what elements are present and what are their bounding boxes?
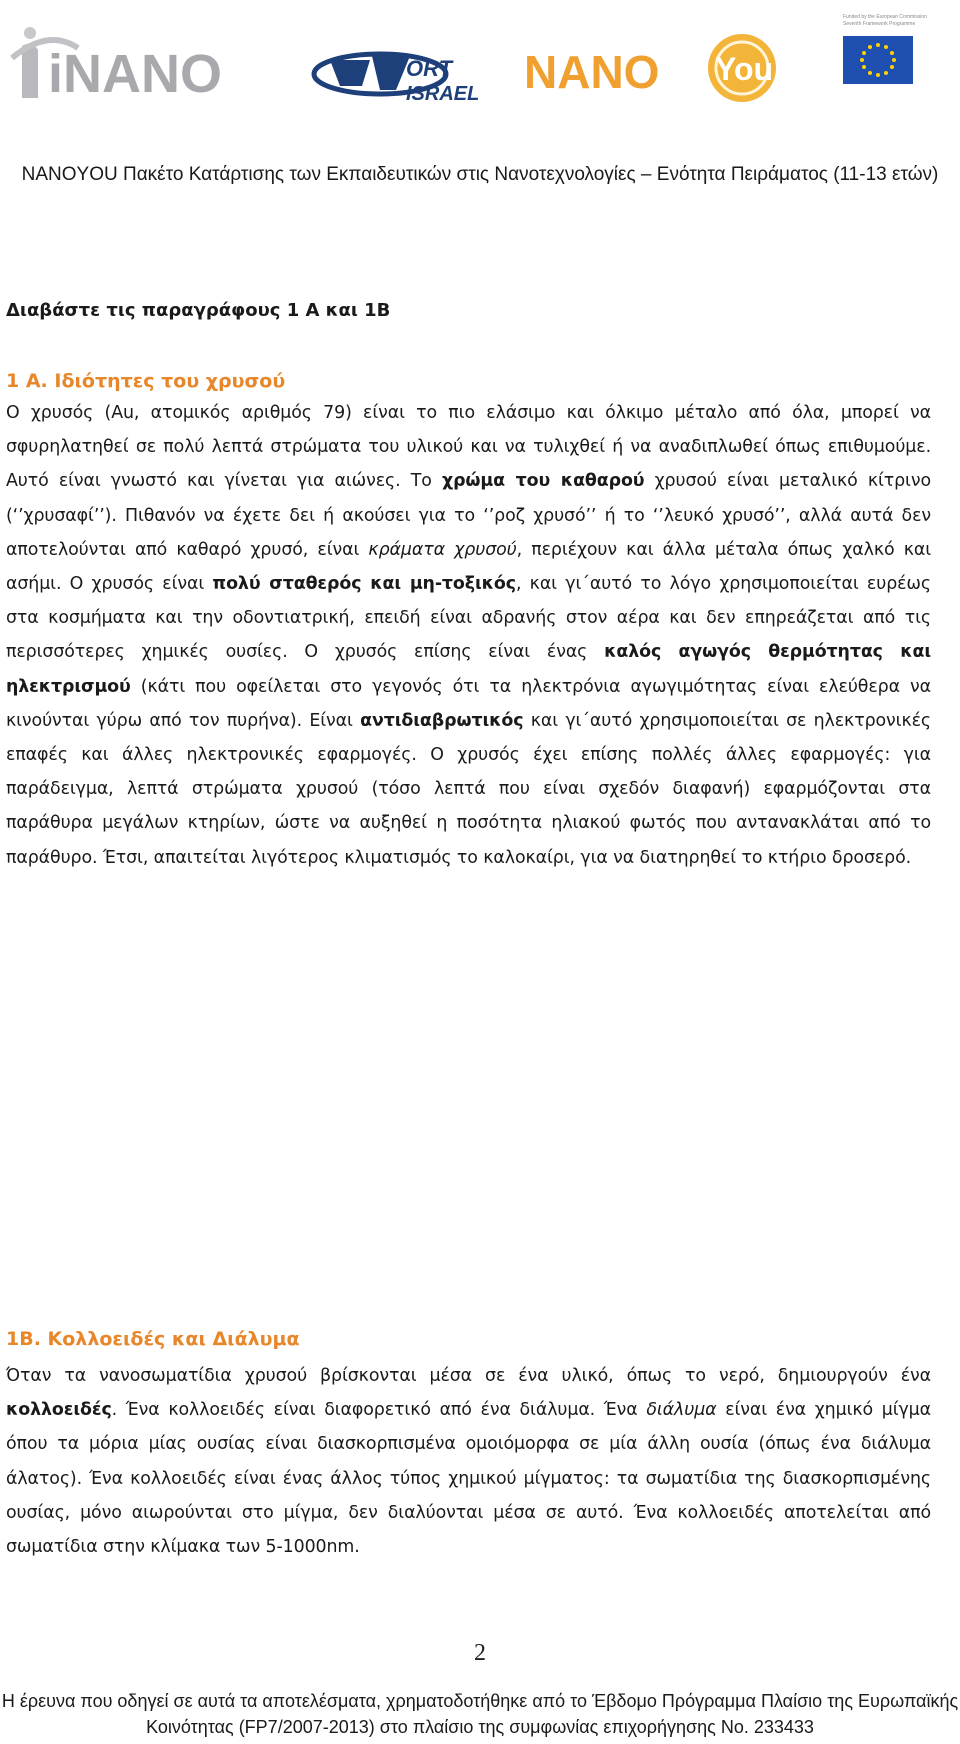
ort-israel-logo <box>310 38 510 108</box>
section-b-run: . Ένα κολλοειδές είναι διαφορετικό από ένα διάλυμα. Ένα <box>111 1400 647 1421</box>
section-a-run: (κάτι που οφείλεται στο γεγονός ότι τα ηλεκτρόνια αγωγιμότητας είναι ελεύθερα να κινούνται γύρω από τον πυρήνα). Είναι <box>6 676 931 731</box>
svg-text:ORT: ORT <box>406 56 453 81</box>
section-b-heading: 1Β. Κολλοειδές και Διάλυμα <box>6 1328 300 1350</box>
section-b-run: κολλοειδές <box>6 1400 112 1421</box>
section-b-run: διάλυμα <box>646 1400 717 1421</box>
page-number: 2 <box>474 1640 486 1666</box>
nanoyou-logo <box>520 30 810 110</box>
section-a-paragraph <box>6 396 931 875</box>
document-body <box>6 296 932 1558</box>
document-header-title: NANOYOU Πακέτο Κατάρτισης των Εκπαιδευτικών στις Νανοτεχνολογίες – Ενότητα Πειράματος (11-13 ετών) <box>21 164 939 185</box>
section-a-run: πολύ σταθερός και μη-τοξικός <box>212 574 516 595</box>
section-b-paragraph <box>6 1359 931 1564</box>
section-a-run: κράματα χρυσού <box>368 539 517 560</box>
section-a-run: καλός αγωγός θερμότητας και ηλεκτρισμού <box>6 642 931 697</box>
svg-text:NANO: NANO <box>524 46 660 98</box>
section-a-run: χρώμα του καθαρού <box>441 471 645 492</box>
section-a-heading: 1 Α. Ιδιότητες του χρυσού <box>6 370 286 392</box>
section-a-run: Ο χρυσός (Au, ατομικός αριθμός 79) είναι το πιο ελάσιμο και όλκιμο μέταλο από όλα, μπορεί να σφυρηλατηθεί σε πολύ λεπτά στρώματα του υλικού και να τυλιχθεί ή να αναδιπλωθεί όπως επιθυμούμε. Αυτό είναι γνωστό και γίνεται για αιώνες. Το <box>6 403 931 492</box>
svg-text:You: You <box>715 51 774 87</box>
section-b-run: Όταν τα νανοσωματίδια χρυσού βρίσκονται μέσα σε ένα υλικό, όπως το νερό, δημιουργούν ένα <box>6 1366 931 1386</box>
section-a-run: και γι΄αυτό χρησιμοποιείται σε ηλεκτρονικές επαφές και άλλες ηλεκτρονικές εφαρμογές. Ο χρυσός έχει επίσης πολλές άλλες εφαρμογές: για παράδειγμα, λεπτά στρώματα χρυσού (τόσο λεπτά που είναι σχεδόν διαφανή) εφαρμόζονται στα παράθυρα μεγάλων κτηρίων, ώστε να αυξηθεί η ποσότητα ηλιακού φωτός που αντανακλάται από το παράθυρο. Έτσι, απαιτείται λιγότερος κλιματισμός το καλοκαίρι, για να διατηρηθεί το κτήριο δροσερό. <box>6 710 931 868</box>
eu-stars-icon <box>843 36 913 84</box>
funding-footer: Η έρευνα που οδηγεί σε αυτά τα αποτελέσματα, χρηματοδοτήθηκε από το Έβδομο Πρόγραμμα Πλαίσιο της Ευρωπαϊκής Κοινότητας (FP7/2007-2013) στο πλαίσιο της συμφωνίας επιχορήγησης No. 233433 <box>1 1691 959 1737</box>
instruction-text: Διαβάστε τις παραγράφους 1 A και 1B <box>6 300 391 321</box>
section-a-run: χρυσού είναι μεταλικό κίτρινο (‘’χρυσαφί’’). Πιθανόν να έχετε δει ή ακούσει για το ‘’ροζ χρυσό’’ ή το ‘’λευκό χρυσό’’, αλλά αυτά δεν αποτελούνται από καθαρό χρυσό, είναι <box>6 471 931 560</box>
inano-logo <box>8 18 238 108</box>
inano-logo-text: iNANO <box>48 44 222 104</box>
section-a-run: , και γι΄αυτό το λόγο χρησιμοποιείται ευρέως στα κοσμήματα και την οδοντιατρική, επειδή είναι αδρανής στον αέρα και δεν επηρεάζεται από τις περισσότερες χημικές ουσίες. Ο χρυσός επίσης είναι ένας <box>6 574 932 663</box>
svg-text:ISRAEL: ISRAEL <box>406 83 480 105</box>
eu-flag <box>843 36 913 84</box>
eu-caption: Funded by the European Commission Seventh Framework Programme <box>843 14 927 27</box>
header-logos <box>0 0 960 120</box>
section-b-run: είναι ένα χημικό μίγμα όπου τα μόρια μίας ουσίας είναι διασκορπισμένα ομοιόμορφα σε μία άλλη ουσία (όπως ένα διάλυμα άλατος). Ένα κολλοειδές είναι ένας άλλος τύπος χημικού μίγματος: τα σωματίδια της διασκορπισμένης ουσίας, μόνο αιωρούνται στο μίγμα, δεν διαλύονται μέσα σε αυτό. Ένα κολλοειδές αποτελείται από σωματίδια στην κλίμακα των 5-1000nm. <box>6 1400 932 1558</box>
section-a-run: , περιέχουν και άλλα μέταλα όπως χαλκό και ασήμι. Ο χρυσός είναι <box>6 539 931 595</box>
section-a-run: αντιδιαβρωτικός <box>360 710 524 731</box>
eu-emblem <box>825 10 950 110</box>
